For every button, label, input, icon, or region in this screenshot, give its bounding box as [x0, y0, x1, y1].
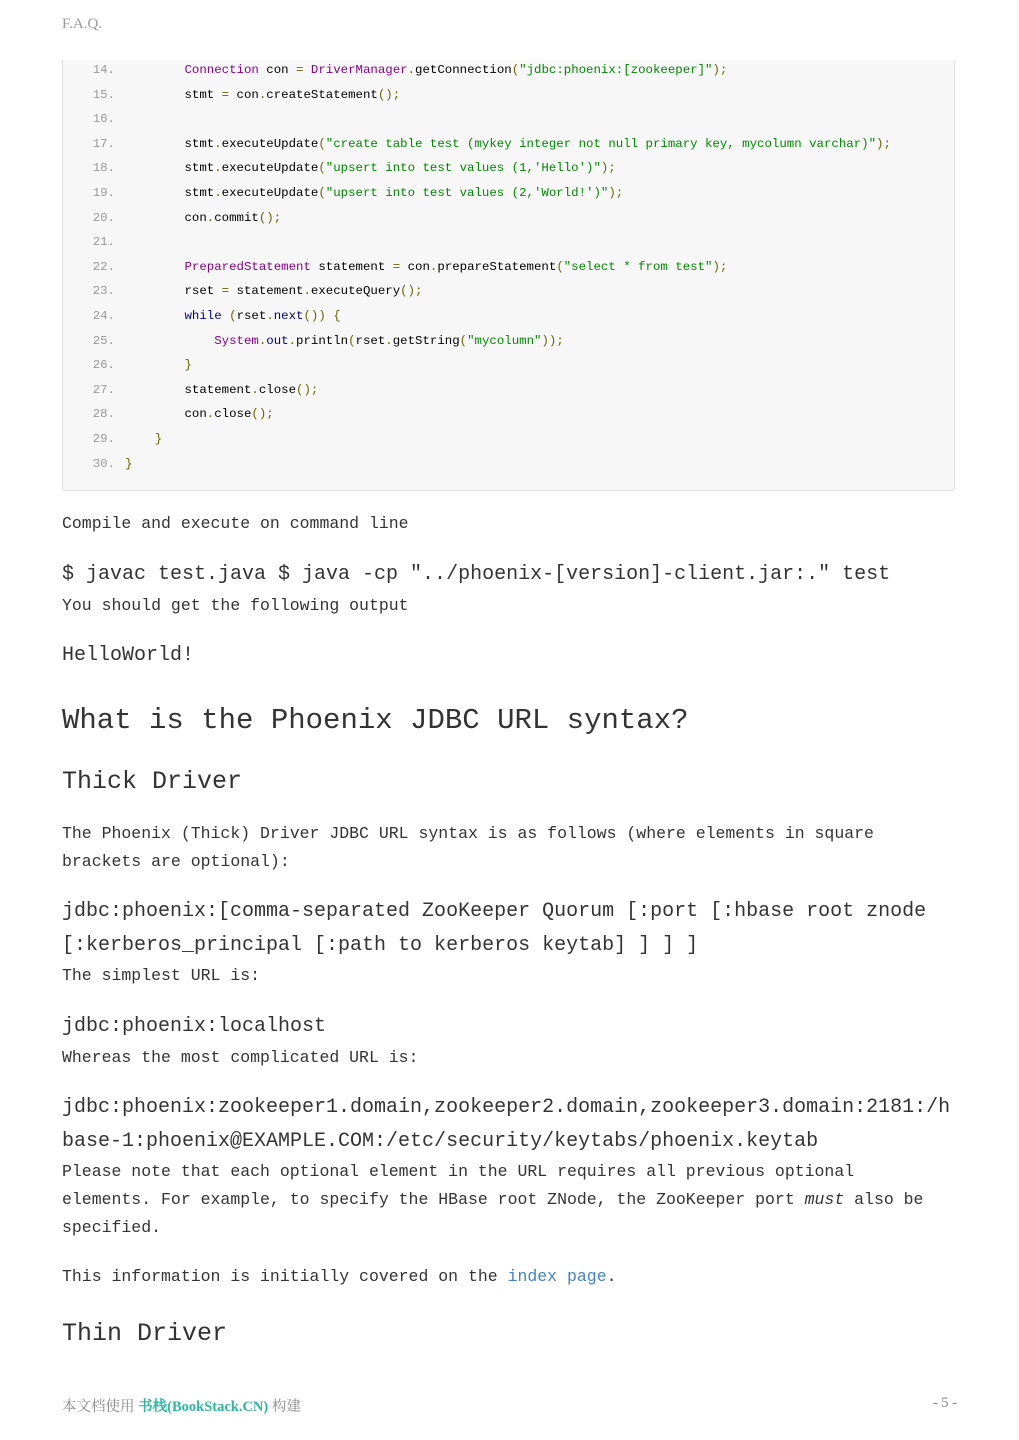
optional-elements-note [62, 1158, 942, 1242]
line-code: statement.close(); [125, 382, 319, 397]
subheading-thin-driver: Thin Driver [62, 1319, 228, 1348]
line-code: stmt.executeUpdate("upsert into test values (1,'Hello')"); [125, 161, 616, 176]
bookstack-link[interactable]: 书栈(BookStack.CN) [138, 1399, 269, 1415]
line-code: stmt.executeUpdate("upsert into test values (2,'World!')"); [125, 186, 624, 200]
simplest-url-label: The simplest URL is: [62, 966, 261, 985]
line-number: 19. [92, 186, 115, 200]
footer-suffix: 构建 [268, 1399, 301, 1415]
line-number: 29. [92, 432, 115, 446]
footer-credit [62, 1395, 301, 1416]
running-header: F.A.Q. [62, 16, 103, 32]
thick-driver-syntax: jdbc:phoenix:[comma-separated ZooKeeper Quorum [:port [:hbase root znode [:kerberos_principal [:path to kerberos keytab] ] ] ] [62, 900, 927, 957]
line-code: con.close(); [125, 407, 274, 422]
line-code: while (rset.next()) { [184, 309, 341, 323]
line-code: } [125, 456, 133, 471]
compile-command: $ javac test.java $ java -cp "../phoenix-[version]-client.jar:." test [62, 563, 891, 586]
line-number: 14. [92, 63, 115, 77]
note-text-end: also be specified. [62, 1190, 924, 1237]
line-number: 30. [92, 456, 115, 471]
note-text-start: Please note that each optional element in the URL requires all previous optional elements. For example, to specify the HBase root ZNode, the ZooKeeper port [62, 1162, 855, 1209]
footer-prefix: 本文档使用 [62, 1399, 139, 1415]
line-number: 20. [92, 210, 115, 225]
index-info-period: . [606, 1267, 617, 1286]
line-code: PreparedStatement statement = con.prepareStatement("select * from test"); [184, 259, 728, 274]
line-code: stmt.executeUpdate("create table test (mykey integer not null primary key, mycolumn varchar)"); [125, 136, 891, 151]
line-code: con.commit(); [125, 210, 282, 225]
index-page-link[interactable]: index page [507, 1267, 607, 1286]
complicated-url-label: Whereas the most complicated URL is: [62, 1048, 419, 1067]
compile-instruction: Compile and execute on command line [62, 514, 409, 533]
line-number: 17. [92, 136, 115, 151]
index-info-text: This information is initially covered on the [62, 1267, 508, 1286]
thick-driver-description: The Phoenix (Thick) Driver JDBC URL syntax is as follows (where elements in square brackets are optional): [62, 824, 874, 871]
section-heading-url-syntax: What is the Phoenix JDBC URL syntax? [62, 704, 689, 737]
line-number: 26. [92, 358, 115, 373]
line-code: } [154, 432, 163, 446]
line-number: 15. [92, 87, 115, 102]
line-number: 22. [92, 259, 115, 274]
line-code: stmt = con.createStatement(); [125, 87, 401, 102]
line-number: 28. [92, 407, 115, 422]
page-number: - 5 - [932, 1395, 957, 1411]
index-info [62, 1263, 942, 1291]
line-number: 27. [92, 382, 115, 397]
output-instruction: You should get the following output [62, 596, 409, 615]
line-code: } [184, 358, 192, 373]
code-block [62, 60, 955, 491]
note-emphasis: must [804, 1190, 845, 1209]
line-number: 18. [92, 161, 115, 176]
line-number: 24. [92, 309, 115, 323]
expected-output: HelloWorld! [62, 644, 195, 667]
line-number: 16. [92, 112, 115, 127]
line-number: 23. [92, 284, 115, 299]
line-number: 25. [92, 333, 115, 348]
complicated-url: jdbc:phoenix:zookeeper1.domain,zookeeper2.domain,zookeeper3.domain:2181:/hbase-1:phoenix@EXAMPLE.COM:/etc/security/keytabs/phoenix.keytab [62, 1096, 951, 1153]
simplest-url: jdbc:phoenix:localhost [62, 1015, 327, 1038]
line-code: rset = statement.executeQuery(); [125, 284, 423, 299]
line-number: 21. [92, 235, 115, 250]
line-code: System.out.println(rset.getString("mycolumn")); [214, 333, 564, 348]
subheading-thick-driver: Thick Driver [62, 767, 243, 796]
line-code: Connection con = DriverManager.getConnection("jdbc:phoenix:[zookeeper]"); [184, 63, 728, 77]
